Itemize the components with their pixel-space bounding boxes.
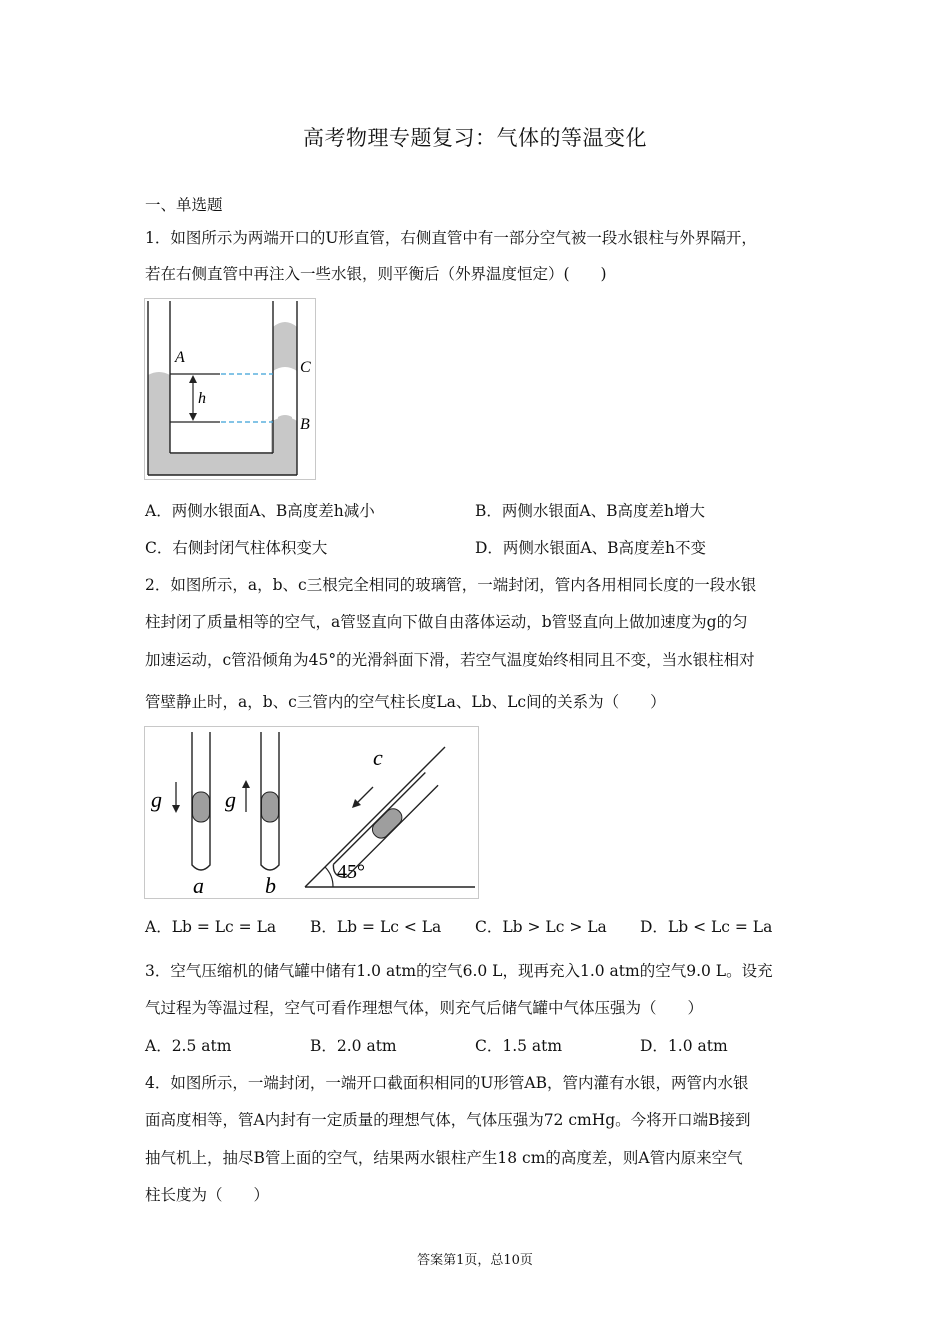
q4-line-4: 柱长度为（ ）	[145, 1186, 270, 1204]
q1-option-c[interactable]: C．右侧封闭气柱体积变大	[145, 539, 328, 557]
page-footer: 答案第1页，总10页	[417, 1253, 533, 1268]
label-B: B	[300, 416, 310, 433]
q2-line-4: 管壁静止时，a，b、c三管内的空气柱长度La、Lb、Lc间的关系为（ ）	[145, 693, 666, 711]
label-A: A	[175, 349, 185, 366]
q1-u-tube-figure	[144, 298, 316, 480]
q1-option-b[interactable]: B．两侧水银面A、B高度差h增大	[475, 502, 705, 520]
label-45-degrees: 45°	[337, 861, 365, 883]
q1-option-a[interactable]: A．两侧水银面A、B高度差h减小	[145, 502, 375, 520]
label-C: C	[300, 359, 311, 376]
q4-line-1: 4．如图所示，一端封闭，一端开口截面积相同的U形管AB，管内灌有水银，两管内水银	[145, 1074, 749, 1092]
u-tube-diagram	[145, 299, 315, 479]
label-h: h	[198, 390, 206, 407]
q2-option-b[interactable]: B．Lb = Lc < La	[310, 918, 442, 936]
q3-option-c[interactable]: C．1.5 atm	[475, 1037, 563, 1055]
q3-line-2: 气过程为等温过程，空气可看作理想气体，则充气后储气罐中气体压强为（ ）	[145, 999, 704, 1017]
q4-line-3: 抽气机上，抽尽B管上面的空气，结果两水银柱产生18 cm的高度差，则A管内原来空气	[145, 1149, 743, 1167]
q3-option-d[interactable]: D．1.0 atm	[640, 1037, 728, 1055]
label-g-b: g	[225, 787, 236, 812]
q2-tubes-figure	[144, 726, 479, 899]
q4-line-2: 面高度相等，管A内封有一定质量的理想气体，气体压强为72 cmHg。今将开口端B接到	[145, 1111, 751, 1129]
label-g-a: g	[151, 787, 162, 812]
q3-line-1: 3．空气压缩机的储气罐中储有1.0 atm的空气6.0 L，现再充入1.0 atm的空气9.0 L。设充	[145, 962, 773, 980]
q2-option-a[interactable]: A．Lb = Lc = La	[145, 918, 277, 936]
section-heading: 一、单选题	[145, 196, 223, 214]
three-tubes-diagram	[145, 727, 478, 898]
q3-option-b[interactable]: B．2.0 atm	[310, 1037, 397, 1055]
page-title: 高考物理专题复习：气体的等温变化	[303, 126, 647, 150]
q1-option-d[interactable]: D．两侧水银面A、B高度差h不变	[475, 539, 706, 557]
q1-line-1: 1．如图所示为两端开口的U形直管，右侧直管中有一部分空气被一段水银柱与外界隔开，	[145, 229, 757, 247]
q2-option-c[interactable]: C．Lb > Lc > La	[475, 918, 607, 936]
q2-line-3: 加速运动，c管沿倾角为45°的光滑斜面下滑，若空气温度始终相同且不变，当水银柱相对	[145, 651, 755, 669]
label-a: a	[193, 873, 204, 898]
q2-line-1: 2．如图所示，a，b、c三根完全相同的玻璃管，一端封闭，管内各用相同长度的一段水银	[145, 576, 757, 594]
q3-option-a[interactable]: A．2.5 atm	[145, 1037, 232, 1055]
label-c: c	[373, 745, 383, 770]
q1-line-2: 若在右侧直管中再注入一些水银，则平衡后（外界温度恒定）( )	[145, 265, 607, 283]
label-b: b	[265, 873, 276, 898]
q2-option-d[interactable]: D．Lb < Lc = La	[640, 918, 773, 936]
q2-line-2: 柱封闭了质量相等的空气，a管竖直向下做自由落体运动，b管竖直向上做加速度为g的匀	[145, 613, 748, 631]
